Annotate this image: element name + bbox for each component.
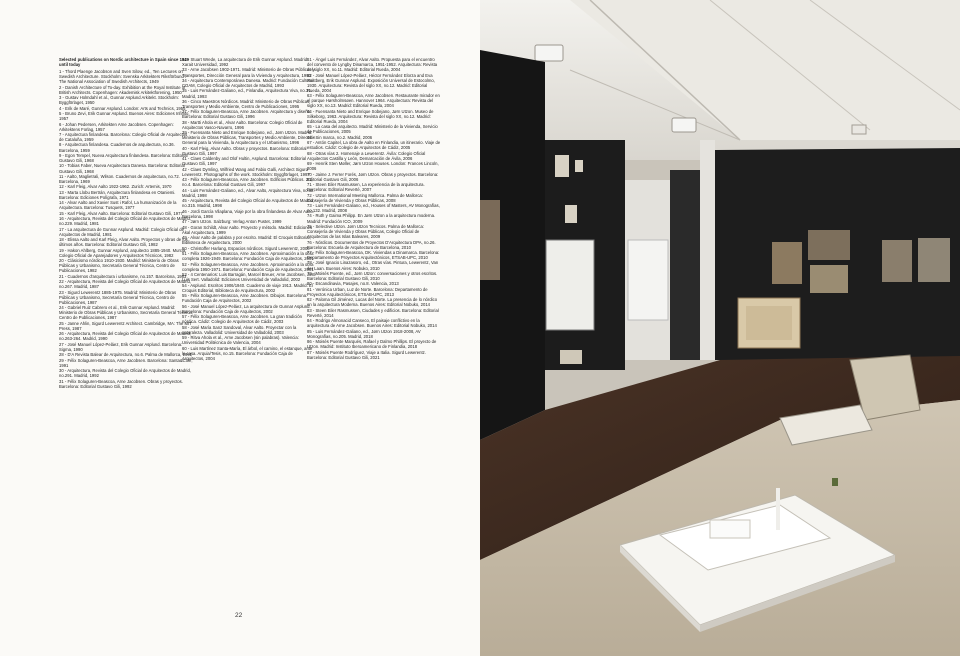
bibliography-entry: 43 - Félix Solaguren-Beascoa, Arne Jacobsen. Edificios Públicos. 2G, no.4. Barcelona: Editorial Gustavo Gili, 1997 [182,177,313,188]
bibliography-entry: 3 - Gustav Holmdahl et al., Gunnar Asplund Arkitekt. Stockholm: Byggförlaget, 1950 [59,95,179,106]
bibliography-entry: 34 - Arquitectura Contemporánea Danesa. Madrid: Fundación Cultural COAM, Colegio Oficial de Arquitectos de Madrid, 1993 [182,77,314,89]
bibliography-entry: 87 - Moisés Puente Rodríguez, Viaje a Italia. Sigurd Lewerentz. Barcelona: Editorial Gustavo Gili, 2021 [307,349,426,360]
bibliography-entry: 42 - Claes Dymling, Wilfried Wang and Fabio Galli, Architect Sigurd Lewerentz. Photographs of the work. Stockholm: Byggförlaget, 1997 [182,166,310,177]
bibliography-entry: 32 - Stuart Wrede, La arquitectura de Erik Gunnar Asplund. Madrid: Xarait Universidad, 1992 [182,57,309,68]
bibliography-entry: 79 - Moisés Puente, ed., Jørn Utzon: conversaciones y otros escritos. Barcelona: Editorial Gustavo Gili, 2010 [307,270,438,281]
bibliography-entry: 2 - Danish Architecture of To-day. Exhibition at the Royal Institute of British Architects. Copenhagen: Akademisk Arkitektforening, 1950 [59,84,186,95]
exhibition-photo [480,0,960,656]
bibliography-entry: 53 - 4 Centenarios: Luis Barragán, Marcel Breuer, Arne Jacobsen, José Luis Sert. Valladolid: Ediciones Universidad de Valladolid, 2002 [182,272,316,283]
bibliography-entry: 84 - Rodrigo Almonacid Canseco, El paisaje conflictivo en la arquitectura de Arne Jacobsen. Buenos Aires: Editorial Nobuko, 2014 [307,318,437,329]
wall-photo [918,238,950,282]
bibliography-entry: 15 - Karl Fleig, Alvar Aalto. Barcelona: Editorial Gustavo Gili, 1977 [59,210,183,216]
bibliography-entry: 54 - Asplund. Escritos 1906/1940. Cuaderno de viaje 1913. Madrid: El Croquis Editorial, Biblioteca de Arquitectura, 2002 [182,282,313,293]
bibliography-entry: 52 - Félix Solaguren-Beascoa, Arne Jacobsen. Aproximación a la obra completa 1950-1971. Barcelona: Fundación Caja de Arquitectos, 2001 [182,261,314,272]
bibliography-entry: 35 - Luis Fernández-Galiano, ed., Finlandia, Arquitectura Viva, no.31. Madrid, 1993 [182,88,312,99]
bibliography-entry: 39 - Fuensanta Nieto and Enrique Sobejano, ed., Jørn Utzon. Madrid: Ministerio de Obras Públicas, Transportes y Medio Ambiente, Dirección General para la Vivienda, la Arquitectura y el Urbanismo, 1996 [182,130,316,146]
bibliography-entry: 29 - Félix Solaguren-Beascoa, Arne Jacobsen. Barcelona: Santa&Cole, 1991 [59,357,193,368]
bibliography-entry: 58 - José María Sanz Sandoval, Alvar Aalto. Proyectar con la naturaleza. Valladolid: Universidad de Valladolid, 2003 [182,324,297,335]
bibliography-entry: 18 - Elissa Aalto and Karl Fleig, Alvar Aalto. Proyectos y obras de los últimos años. Barcelona: Editorial Gustavo Gili, 1982 [59,237,188,248]
bibliography-entry: 67 - Antón Capitel, La obra de Aalto en Finlandia, un itinerario. Viaje de estudios. Cádiz: Colegio de Arquitectos de Cádiz, 2005 [307,140,441,151]
bibliography-entry: 60 - Luis Martínez Santa-María, El árbol, el camino, el estanque, ante la casa. Arquia/Tesis, no.15. Barcelona: Fundación Caja de Arquitectos, 2004 [182,345,313,361]
bibliography-entry: 50 - Christoffer Harlang, Espacios nórdicos. Sigurd Lewerentz, 2000 [182,245,310,251]
bibliography-entry: 25 - Janne Ahlin, Sigurd Lewerentz Architect. Cambridge, MA: The MIT Press, 1987 [59,320,192,331]
bibliography-entry: 74 - Ruth y Gaima Philipp. En Jørn Utzon a la arquitectura moderna. Madrid: Fundación ICO, 2009 [307,213,436,224]
bibliography-entry: 65 - La casa del arquitecto. Madrid: Ministerio de la Vivienda, Servicio de Publicaciones, 2005 [307,124,438,135]
wall-photo [772,242,802,284]
bibliography-entry: 76 - Nórdicos. Documentos de Proyectos D'Arquitectura DPA, no.26. Barcelona: Escuela de Arquitectura de Barcelona, 2010 [307,239,436,250]
bibliography-column-3 [307,57,441,360]
bibliography-entry: 26 - Arquitectura, Revista del Colegio Oficial de Arquitectos de Madrid, no.263-264. Madrid, 1990 [59,331,192,342]
bibliography-entry: 21 - Cuadernos d'arquitectura i urbanisme, no.157. Barcelona, 1983 [59,273,187,279]
bibliography-entry: 69 - Henrik Sten Møller, Jørn Utzon Houses. London: Frances Lincoln, 2006 [307,161,439,172]
bibliography-column-1 [59,57,193,389]
page-number: 22 [235,612,243,619]
bibliography-entry: 27 - José Manuel López-Peláez, Erik Gunnar Asplund. Barcelona: Sigma, 1990 [59,341,183,352]
bibliography-entry: 16 - Arquitectura, Revista del Colegio Oficial de Arquitectos de Madrid, no.229. Madrid, 1981 [59,216,192,227]
bibliography-entry: 68 - Otras vías 2. Homenaje a Lewerentz. Ávila: Colegio Oficial Arquitectos Castilla y León, Demarcación de Ávila, 2006 [307,150,426,161]
bibliography-entry: 6 - Johan Pedersen, Arkitekten Arne Jacobsen. Copenhagen: Arkitektens Forlag, 1957 [59,121,174,132]
bibliography-entry: 55 - Félix Solaguren-Beascoa, Arne Jacobsen. Dibujos. Barcelona: Fundación Caja de Arquitectos, 2002 [182,293,308,304]
bibliography-entry: 85 - Luis Fernández-Galiano, ed., Jørn Utzon 1918-2008, AV Monografías, no.205. Madrid, 2018 [307,328,421,339]
bibliography-entry: 38 - Martti Ahola et al., Alvar Aalto. Barcelona: Colegio Oficial de Arquitectos Vasco-Navarro, 1996 [182,119,303,130]
projector-icon [672,118,696,132]
bibliography-entry: 9 - Egon Tempel, Nueva Arquitectura finlandesa. Barcelona: Editorial Gustavo Gili, 1968 [59,152,188,164]
bibliography-column-2 [182,57,316,361]
bibliography-entry: 61 - Ángel Luis Fernández, Alvar Aalto. Propuesta para el encuentro del convento de Lyngby Dinamarca, 1951-1952. Arquitectura: Revista del siglo XX, no.11. Madrid: Editorial Rueda, 2004 [307,57,438,73]
bibliography-entry: 19 - Hakon Ahlberg, Gunnar Asplund, arquitecto 1885-1940. Murcia: Colegio Oficial de Aparejadores y Arquitectos Técnicos, 1982 [59,247,187,258]
bibliography-entry: 51 - Félix Solaguren-Beascoa, Arne Jacobsen. Aproximación a la obra completa 1926-1949. Barcelona: Fundación Caja de Arquitectos, 2001 [182,251,314,262]
bibliography-entry: 30 - Arquitectura, Revista del Colegio Oficial de Arquitectos de Madrid, no.291. Madrid, 1992 [59,368,192,379]
bibliography-entry: 66 - Sin marca, no.2. Madrid, 2006 [307,134,373,140]
bibliography-entry: 17 - La arquitectura de Gunnar Asplund. Madrid: Colegio Oficial de Arquitectos de Madrid, 1981 [59,226,184,237]
bibliography-entry: 57 - Félix Solaguren-Beascoa, Arne Jacobsen. La gran tradición nórdica. Cádiz: Colegio de Arquitectos de Cádiz, 2003 [182,314,302,325]
wall-photo [810,265,848,293]
bibliography-entry: 47 - Jørn Utzon. Salzburg: Verlag Anton Pustet, 1999 [182,219,282,225]
bibliography-entry: 75 - Selective Utzon. Jørn Utzon Tecnicos. Palma de Mallorca: Consejería de Vivienda y Obras Públicas, Colegio Oficial de Arquitectos de las Islas Baleares, 2009 [307,223,425,240]
bibliography-entry: 31 - Félix Solaguren-Beascoa, Arne Jacobsen. Obras y proyectos. Barcelona: Editorial Gustavo Gili, 1992 [59,378,183,389]
bibliography-entry: 22 - Arquitectura, Revista del Colegio Oficial de Arquitectos de Madrid, no.267. Madrid, 1987 [59,279,192,290]
bibliography-entry: 5 - Bruno Zevi, Erik Gunnar Asplund. Buenos Aires: Ediciones Infinito, 1957 [59,111,190,122]
bibliography-entry: 11 - Aalto, Maglietrali, Wilson. Cuadernos de arquitectura, no.72. Barcelona, 1969 [59,173,180,184]
exhibition-photo-icon [480,0,960,656]
bibliography-entry: 28 - D'A Revista Balear de Arquitectura, no.6. Palma de Mallorca, 1991 [59,352,193,358]
bibliography-entry: 80 - Escandinavia, Pasajes, no.8. Valencia, 2013 [307,281,399,287]
bibliography-entry: 72 - Utzon International Meeting Mallorca. Palma de Mallorca: Consejería de Vivienda y Obras Públicas, 2008 [307,192,423,203]
bibliography-entry: 73 - Luis Fernández-Galiano, ed., Houses of Masters, AV Monografías, no.132. Madrid, 2008 [307,203,440,214]
bibliography-entry: 71 - Steen Eiler Rasmussen, La experiencia de la arquitectura. Barcelona: Editorial Reverté, 2007 [307,182,425,193]
wall-photo [882,240,912,282]
column-entries [59,69,193,389]
bibliography-entry: 56 - José Manuel López-Peláez, La arquitectura de Gunnar Asplund. Barcelona: Fundación Caja de Arquitectos, 2002 [182,303,311,314]
bibliography-entry: 13 - Marta Llobu Bertrán, Arquitectura finlandesa en Otaniemi. Barcelona: Ediciones Polígrafa, 1971 [59,189,176,200]
bibliography-entry: 8 - Arquitectura finlandesa. Cuadernos de arquitectura, no.36. Barcelona, 1959 [59,142,175,153]
bibliography-entry: 1 - Thord Plaenge Jacobson and Sven Silow, ed., Ten Lectures on Swedish Architecture. Stockholm: Svenska Arkitekters Riksförbund / The National Association of Swedish Architects, 1949 [59,69,187,85]
bibliography-entry: 37 - Félix Solaguren-Beascoa, Arne Jacobsen. Arquitectura y diseño. Barcelona: Editorial Gustavo Gili, 1996 [182,109,312,120]
bibliography-entry: 33 - Arne Jacobsen 1902-1971. Madrid: Ministerio de Obras Públicas y Transportes, Dirección General para la Vivienda y Arquitectura, 1993 [182,67,315,78]
bibliography-entry: 41 - Claes Caldenby and Olof Hultin, Asplund. Barcelona: Editorial Gustavo Gili, 1997 [182,156,306,167]
bibliography-entry: 4 - Erik de Maré, Gunnar Asplund. London: Arts and Technics, 1955 [59,105,186,111]
projector-icon [535,45,563,61]
bibliography-entry: 45 - Arquitectura, Revista del Colegio Oficial de Arquitectos de Madrid, no.315. Madrid, 1998 [182,198,315,209]
bibliography-entry: 64 - Fuensanta Nieto and Enrique Sobejano, Jørn Utzon. Museo de Silkeborg, 1963. Arquitectura: Revista del siglo XX, no.12. Madrid: Editorial Rueda, 2004 [307,108,434,124]
bibliography-entry: 48 - Goran Schildt, Alvar Aalto. Proyecto y método. Madrid: Ediciones Akal Arquitectura, 1999 [182,224,313,235]
bibliography-entry: 59 - Ritva Ahola et al., Arne Jacobsen (sin palabras). Valencia: Universidad Politécnica de Valencia, 2004 [182,335,299,346]
bibliography-entry: 83 - Steen Eiler Rasmussen, Ciudades y edificios. Barcelona: Editorial Reverté, 2014 [307,307,439,318]
column-entries [307,57,441,360]
bibliography-entry: 77 - Félix Solaguren-Beascoa, DK. Viviendas a Dinamarca. Barcelona: Departamento de Proyectos Arquitectónicos, ETSAB-UPC, 2010 [307,249,440,261]
bibliography-entry: 82 - Paloma Gil Jiménez, Lucas del Norte. La presencia de lo nórdico en la arquitectura Moderna. Buenos Aires: Editorial Nobuko, 2014 [307,297,438,308]
bibliography-entry: 10 - Tobias Faber, Nueva Arquitectura Danesa. Barcelona: Editorial Gustavo Gili, 1968 [59,163,185,174]
bibliography-entry: 78 - José Ignacio Linazasoro, ed., Otras vías. Pintura, Lewerentz, Van der Laan. Buenos Aires: Nobuko, 2010 [307,260,439,271]
bibliography-entry: 36 - Cinco Maestros Nórdicos. Madrid: Ministerio de Obras Públicas, Transportes y Medio Ambiente, Centro de Publicaciones, 1995 [182,98,311,109]
column-entries [182,57,316,361]
bibliography-entry: 62 - José Manuel López-Peláez, Héctor Fernández Elorza and Eva Rustberg, Erik Gunnar Asplund. Exposición Universal de Estocolmo, 1930. Arquitectura: Revista del siglo XX, no.12. Madrid: Editorial Rueda, 2004 [307,72,435,93]
bibliography-entry: 49 - Alvar Aalto de palabra y por escrito. Madrid: El Croquis Editorial, Biblioteca de Arquitectura, 2000 [182,235,311,246]
bibliography-entry: 23 - Sigurd Lewerentz 1885-1975. Madrid: Ministerio de Obras Públicas y Urbanismo, Secretaría General Técnica, Centro de Publicaciones, 1987 [59,289,177,305]
bibliography-entry: 81 - Verónica Urban, Luz de Norte. Barcelona: Departamento de Proyectos Arquitectónicos, ETSAB-UPC, 2013 [307,286,428,297]
bibliography-entry: 12 - Karl Fleig, Alvar Aalto 1922-1962. Zurich: Artemis, 1970 [59,184,172,190]
bibliography-entry: 40 - Karl Fleig, Alvar Aalto. Obras y proyectos. Barcelona: Editorial Gustavo Gili, 1997 [182,145,307,156]
bibliography-entry: 86 - Moisés Puente Marqués, Rafael y Dalmo Phillips. El proyecto de Utzon. Madrid: Instituto Iberoamericano de Finlandia, 2018 [307,339,437,350]
wall-photo [808,230,850,260]
bibliography-entry: 70 - Jaime J. Ferrer Forés, Jørn Utzon. Obras y proyectos. Barcelona: Editorial Gustavo Gili, 2006 [307,171,439,182]
bibliography-entry: 46 - Jordi García Vilaplana, Viaje por la obra finlandesa de Alvar Aalto. Barcelona, 1998 [182,208,314,219]
bibliography-intro: Selected publications on Nordic architecture in Spain since 1949 until today [59,57,189,68]
bibliography-entry: 63 - Félix Solaguren-Beascoa, Arne Jacobsen. Restaurante mirador en el parque Hørsholmsøen. Hannover 1964. Arquitectura: Revista del siglo XX, no.13. Madrid: Editorial Rueda, 2004 [307,93,440,109]
bibliography-entry: 24 - Gabriel Ruiz Cabrero et al., Erik Gunnar Asplund. Madrid: Ministerio de Obras Públicas y Urbanismo, Secretaría General Técnica, Centro de Publicaciones, 1987 [59,305,193,321]
bibliography-entry: 7 - Arquitectura finlandesa. Barcelona: Colegio Oficial de Arquitectos de Cataluña, 1959 [59,132,188,143]
bibliography-entry: 14 - Alvar Aalto and Xavier Sust i Rafol, La humanización de la Arquitectura. Barcelona: Tusquets, 1977 [59,200,177,211]
display-niche [546,240,594,330]
bibliography-entry: 44 - Luis Fernández-Galiano, ed., Alvar Aalto, Arquitectura Viva, no.62. Madrid, 1998 [182,187,315,198]
bibliography-entry: 20 - Clásicismo nórdico 1910-1930. Madrid: Ministerio de Obras Públicas y Urbanismo, Secretaría General Técnica, Centro de Publicaciones, 1982 [59,258,179,274]
